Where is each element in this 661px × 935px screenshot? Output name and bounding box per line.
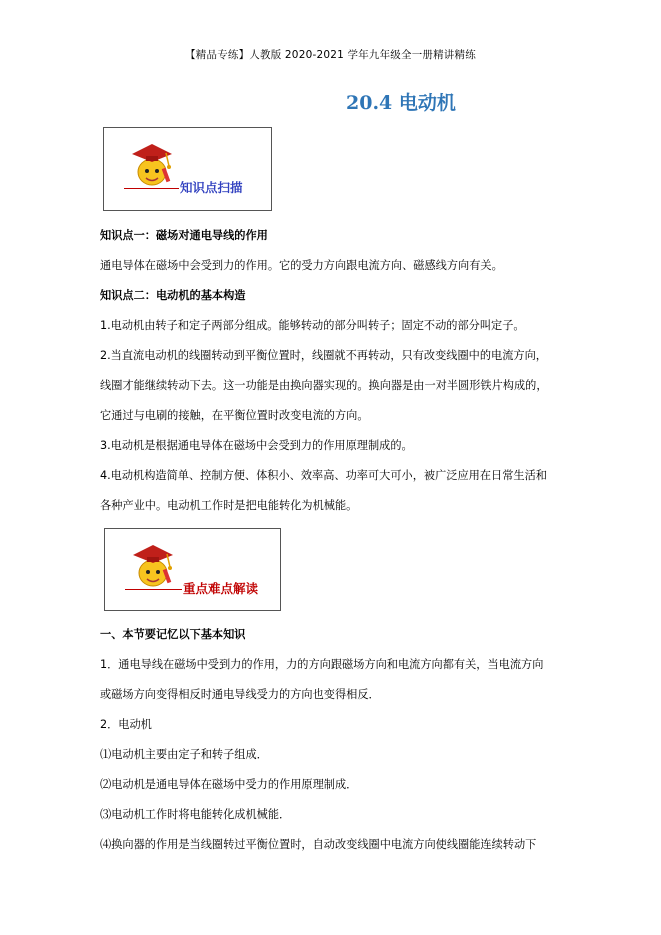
knowledge-scan-badge	[103, 127, 272, 211]
k1-text: 通电导体在磁场中会受到力的作用。它的受力方向跟电流方向、磁感线方向有关。	[100, 259, 503, 272]
k2-paragraph-1: 1.电动机由转子和定子两部分组成。能够转动的部分叫转子；固定不动的部分叫定子。	[100, 319, 525, 332]
k2-paragraph-4-line-1: 4.电动机构造简单、控制方便、体积小、效率高、功率可大可小，被广泛应用在日常生活和	[100, 469, 547, 482]
badge-label: 知识点扫描	[180, 180, 243, 195]
s1-item-4: ⑷换向器的作用是当线圈转过平衡位置时，自动改变线圈中电流方向使线圈能连续转动下	[100, 838, 537, 851]
badge-underline	[125, 589, 182, 590]
graduation-mascot-icon	[122, 138, 178, 188]
badge-label: 重点难点解读	[183, 581, 259, 596]
key-points-badge	[104, 528, 281, 611]
k2-paragraph-2-line-3: 它通过与电刷的接触，在平衡位置时改变电流的方向。	[100, 409, 369, 422]
k2-paragraph-4-line-2: 各种产业中。电动机工作时是把电能转化为机械能。	[100, 499, 358, 512]
s1-paragraph-1-line-1: 1．通电导线在磁场中受到力的作用，力的方向跟磁场方向和电流方向都有关，当电流方向	[100, 658, 544, 671]
badge-underline	[124, 188, 179, 189]
s1-heading: 一、本节要记忆以下基本知识	[100, 628, 246, 641]
s1-paragraph-2: 2．电动机	[100, 718, 152, 731]
k1-heading: 知识点一：磁场对通电导线的作用	[100, 229, 268, 242]
k2-paragraph-2-line-1: 2.当直流电动机的线圈转动到平衡位置时，线圈就不再转动，只有改变线圈中的电流方向，	[100, 349, 547, 362]
s1-paragraph-1-line-2: 或磁场方向变得相反时通电导线受力的方向也变得相反．	[100, 688, 380, 701]
s1-item-2: ⑵电动机是通电导体在磁场中受力的作用原理制成．	[100, 778, 358, 791]
s1-item-1: ⑴电动机主要由定子和转子组成．	[100, 748, 268, 761]
graduation-mascot-icon	[123, 539, 179, 589]
k2-paragraph-2-line-2: 线圈才能继续转动下去。这一功能是由换向器实现的。换向器是由一对半圆形铁片构成的，	[100, 379, 548, 392]
page-title: 20.4 电动机	[346, 92, 456, 114]
k2-paragraph-3: 3.电动机是根据通电导体在磁场中会受到力的作用原理制成的。	[100, 439, 413, 452]
s1-item-3: ⑶电动机工作时将电能转化成机械能．	[100, 808, 291, 821]
k2-heading: 知识点二：电动机的基本构造	[100, 289, 246, 302]
page-header: 【精品专练】人教版 2020-2021 学年九年级全一册精讲精练	[185, 49, 476, 61]
